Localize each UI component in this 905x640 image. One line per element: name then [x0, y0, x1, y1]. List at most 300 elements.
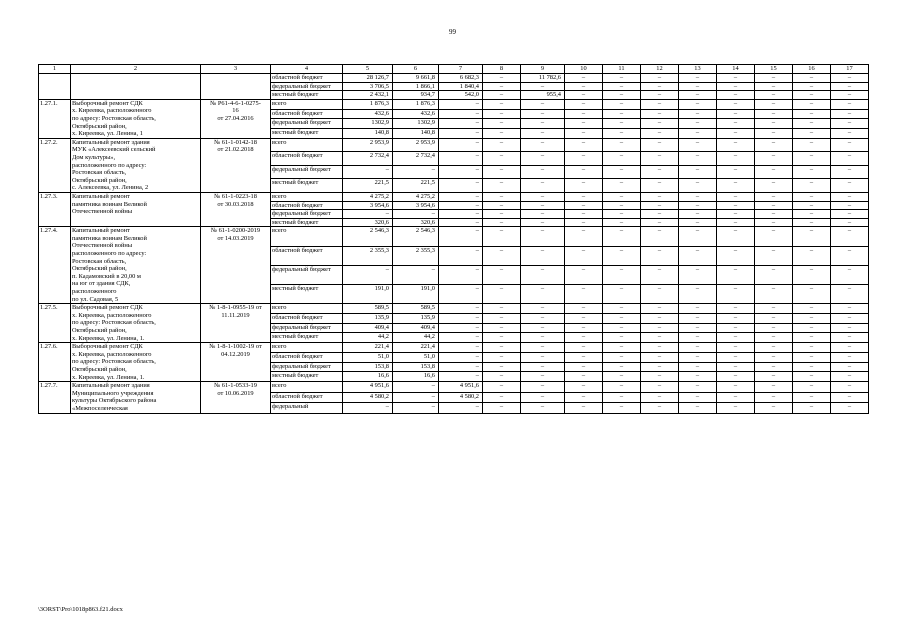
cell-col8: – — [483, 362, 521, 372]
cell-col17: – — [831, 343, 869, 353]
cell-col12: – — [641, 313, 679, 323]
cell-col9: – — [521, 109, 565, 119]
cell-col15: – — [755, 165, 793, 179]
cell-col12: – — [641, 246, 679, 265]
cell-col9: – — [521, 192, 565, 201]
cell-col14: – — [717, 333, 755, 343]
cell-col15: – — [755, 313, 793, 323]
cell-col5: 3 954,6 — [343, 201, 393, 210]
cell-col7: – — [439, 304, 483, 314]
cell-col17: – — [831, 201, 869, 210]
cell-col16: – — [793, 343, 831, 353]
budget-label: федеральный бюджет — [271, 119, 343, 129]
item-document: № 61-1-0223-18 от 30.03.2018 — [201, 192, 271, 226]
cell-col8: – — [483, 119, 521, 129]
item-number: 1.27.2. — [39, 138, 71, 192]
cell-col16: – — [793, 284, 831, 303]
cell-col11: – — [603, 333, 641, 343]
cell-col6: 9 661,8 — [393, 74, 439, 83]
cell-col11: – — [603, 382, 641, 392]
cell-col12: – — [641, 74, 679, 83]
cell-col6: 191,0 — [393, 284, 439, 303]
cell-col17: – — [831, 138, 869, 152]
cell-col11: – — [603, 128, 641, 138]
cell-col10: – — [565, 403, 603, 413]
cell-col11: – — [603, 165, 641, 179]
budget-label: местный бюджет — [271, 128, 343, 138]
cell-col14: – — [717, 392, 755, 402]
cell-col8: – — [483, 284, 521, 303]
item-name: Выборочный ремонт СДК х. Киреевка, расположенного по адресу: Ростовская область, Октябрьский район, х. Киреевка, ул. Ленина, 1. — [71, 343, 201, 382]
cell-col7: – — [439, 323, 483, 333]
column-header-5: 5 — [343, 65, 393, 74]
cell-col15: – — [755, 109, 793, 119]
table-row — [39, 138, 869, 152]
cell-col10: – — [565, 210, 603, 219]
cell-col8: – — [483, 74, 521, 83]
cell-col13: – — [679, 218, 717, 227]
cell-col12: – — [641, 165, 679, 179]
cell-col13: – — [679, 343, 717, 353]
cell-col10: – — [565, 284, 603, 303]
cell-col17: – — [831, 362, 869, 372]
cell-col16: – — [793, 372, 831, 382]
cell-col17: – — [831, 179, 869, 193]
cell-col15: – — [755, 343, 793, 353]
cell-col16: – — [793, 74, 831, 83]
cell-col8: – — [483, 304, 521, 314]
cell-col15: – — [755, 323, 793, 333]
cell-col5: 221,4 — [343, 343, 393, 353]
cell-col12: – — [641, 152, 679, 166]
cell-col10: – — [565, 352, 603, 362]
cell-col12: – — [641, 210, 679, 219]
cell-col8: – — [483, 99, 521, 109]
cell-col10: – — [565, 152, 603, 166]
cell-col12: – — [641, 218, 679, 227]
cell-col15: – — [755, 265, 793, 284]
cell-col16: – — [793, 109, 831, 119]
cell-col14: – — [717, 119, 755, 129]
cell-col16: – — [793, 382, 831, 392]
cell-col11: – — [603, 323, 641, 333]
cell-col5: 589,5 — [343, 304, 393, 314]
table-row — [39, 192, 869, 201]
cell-col1 — [39, 74, 71, 100]
cell-col13: – — [679, 372, 717, 382]
cell-col5: 4 580,2 — [343, 392, 393, 402]
cell-col14: – — [717, 99, 755, 109]
cell-col10: – — [565, 99, 603, 109]
cell-col13: – — [679, 362, 717, 372]
cell-col11: – — [603, 372, 641, 382]
cell-col9: – — [521, 323, 565, 333]
column-header-13: 13 — [679, 65, 717, 74]
cell-col14: – — [717, 304, 755, 314]
budget-label: всего — [271, 343, 343, 353]
cell-col17: – — [831, 74, 869, 83]
cell-col2 — [71, 74, 201, 100]
cell-col15: – — [755, 304, 793, 314]
cell-col13: – — [679, 91, 717, 100]
cell-col9: – — [521, 128, 565, 138]
cell-col6: 934,7 — [393, 91, 439, 100]
cell-col12: – — [641, 392, 679, 402]
page-number: 99 — [449, 28, 456, 36]
cell-col17: – — [831, 165, 869, 179]
cell-col10: – — [565, 382, 603, 392]
cell-col10: – — [565, 192, 603, 201]
cell-col10: – — [565, 392, 603, 402]
cell-col5: 51,0 — [343, 352, 393, 362]
cell-col12: – — [641, 128, 679, 138]
cell-col13: – — [679, 138, 717, 152]
cell-col8: – — [483, 82, 521, 91]
cell-col6: 320,6 — [393, 218, 439, 227]
cell-col16: – — [793, 227, 831, 246]
cell-col11: – — [603, 91, 641, 100]
cell-col15: – — [755, 138, 793, 152]
item-number: 1.27.7. — [39, 382, 71, 413]
cell-col11: – — [603, 246, 641, 265]
cell-col13: – — [679, 201, 717, 210]
cell-col11: – — [603, 109, 641, 119]
column-header-4: 4 — [271, 65, 343, 74]
cell-col10: – — [565, 362, 603, 372]
cell-col10: – — [565, 82, 603, 91]
cell-col9: – — [521, 265, 565, 284]
cell-col12: – — [641, 304, 679, 314]
cell-col8: – — [483, 246, 521, 265]
cell-col10: – — [565, 138, 603, 152]
cell-col14: – — [717, 128, 755, 138]
cell-col6: 1 876,3 — [393, 99, 439, 109]
budget-label: областной бюджет — [271, 352, 343, 362]
cell-col5: 44,2 — [343, 333, 393, 343]
cell-col6: 2 953,9 — [393, 138, 439, 152]
cell-col13: – — [679, 128, 717, 138]
cell-col11: – — [603, 82, 641, 91]
cell-col11: – — [603, 152, 641, 166]
cell-col11: – — [603, 227, 641, 246]
cell-col5: 3 706,5 — [343, 82, 393, 91]
cell-col12: – — [641, 99, 679, 109]
cell-col14: – — [717, 313, 755, 323]
cell-col13: – — [679, 165, 717, 179]
cell-col9: – — [521, 165, 565, 179]
cell-col13: – — [679, 352, 717, 362]
table-row — [39, 227, 869, 246]
cell-col11: – — [603, 313, 641, 323]
cell-col7: – — [439, 313, 483, 323]
cell-col8: – — [483, 201, 521, 210]
cell-col9: 955,4 — [521, 91, 565, 100]
cell-col9: – — [521, 392, 565, 402]
cell-col6: 2 546,3 — [393, 227, 439, 246]
budget-label: местный бюджет — [271, 284, 343, 303]
cell-col13: – — [679, 119, 717, 129]
cell-col12: – — [641, 362, 679, 372]
cell-col13: – — [679, 313, 717, 323]
cell-col9: 11 782,6 — [521, 74, 565, 83]
cell-col10: – — [565, 246, 603, 265]
cell-col16: – — [793, 138, 831, 152]
cell-col9: – — [521, 362, 565, 372]
cell-col6: 16,6 — [393, 372, 439, 382]
cell-col6: 44,2 — [393, 333, 439, 343]
cell-col5: 1 876,3 — [343, 99, 393, 109]
budget-label: областной бюджет — [271, 201, 343, 210]
cell-col13: – — [679, 227, 717, 246]
cell-col12: – — [641, 403, 679, 413]
cell-col15: – — [755, 246, 793, 265]
cell-col5: 2 432,1 — [343, 91, 393, 100]
item-name: Капитальный ремонт памятника воинам Великой Отечественной войны — [71, 192, 201, 226]
cell-col14: – — [717, 265, 755, 284]
cell-col17: – — [831, 91, 869, 100]
cell-col7: – — [439, 119, 483, 129]
cell-col7: 4 580,2 — [439, 392, 483, 402]
cell-col16: – — [793, 179, 831, 193]
cell-col9: – — [521, 218, 565, 227]
item-number: 1.27.3. — [39, 192, 71, 226]
column-header-8: 8 — [483, 65, 521, 74]
budget-label: местный бюджет — [271, 333, 343, 343]
cell-col7: – — [439, 165, 483, 179]
cell-col17: – — [831, 333, 869, 343]
cell-col5: – — [343, 210, 393, 219]
cell-col15: – — [755, 284, 793, 303]
item-name: Капитальный ремонт памятника воинам Великой Отечественной войны расположенного по адресу: Ростовская область, Октябрьский район, п. Кадамовский в 20,00 м на юг от здания СДК, расположенного по ул. Садовая, 5 — [71, 227, 201, 304]
cell-col14: – — [717, 218, 755, 227]
budget-label: федеральный бюджет — [271, 323, 343, 333]
cell-col8: – — [483, 218, 521, 227]
column-header-12: 12 — [641, 65, 679, 74]
cell-col15: – — [755, 382, 793, 392]
cell-col8: – — [483, 352, 521, 362]
budget-label: федеральный бюджет — [271, 362, 343, 372]
budget-label: областной бюджет — [271, 313, 343, 323]
budget-label: областной бюджет — [271, 152, 343, 166]
cell-col6: – — [393, 403, 439, 413]
cell-col6: 3 954,6 — [393, 201, 439, 210]
cell-col6: 221,5 — [393, 179, 439, 193]
cell-col12: – — [641, 91, 679, 100]
cell-col6: 2 732,4 — [393, 152, 439, 166]
cell-col6: 51,0 — [393, 352, 439, 362]
cell-col5: 432,6 — [343, 109, 393, 119]
budget-label: федеральный бюджет — [271, 165, 343, 179]
cell-col17: – — [831, 218, 869, 227]
cell-col15: – — [755, 210, 793, 219]
cell-col6: 221,4 — [393, 343, 439, 353]
cell-col9: – — [521, 372, 565, 382]
cell-col7: – — [439, 128, 483, 138]
cell-col16: – — [793, 119, 831, 129]
cell-col5: 2 953,9 — [343, 138, 393, 152]
cell-col8: – — [483, 403, 521, 413]
cell-col15: – — [755, 403, 793, 413]
cell-col16: – — [793, 265, 831, 284]
cell-col13: – — [679, 99, 717, 109]
cell-col5: 1302,9 — [343, 119, 393, 129]
cell-col7: – — [439, 403, 483, 413]
cell-col16: – — [793, 82, 831, 91]
cell-col7: 6 682,3 — [439, 74, 483, 83]
cell-col17: – — [831, 152, 869, 166]
cell-col8: – — [483, 109, 521, 119]
budget-label: федеральный бюджет — [271, 82, 343, 91]
cell-col12: – — [641, 343, 679, 353]
cell-col8: – — [483, 323, 521, 333]
cell-col7: – — [439, 210, 483, 219]
cell-col6: 2 355,3 — [393, 246, 439, 265]
cell-col11: – — [603, 210, 641, 219]
cell-col6: 589,5 — [393, 304, 439, 314]
cell-col10: – — [565, 304, 603, 314]
cell-col15: – — [755, 179, 793, 193]
cell-col11: – — [603, 343, 641, 353]
cell-col9: – — [521, 313, 565, 323]
cell-col6: – — [393, 165, 439, 179]
cell-col17: – — [831, 352, 869, 362]
cell-col9: – — [521, 119, 565, 129]
cell-col11: – — [603, 265, 641, 284]
cell-col7: – — [439, 201, 483, 210]
budget-label: областной бюджет — [271, 392, 343, 402]
cell-col6: 1 866,1 — [393, 82, 439, 91]
cell-col12: – — [641, 179, 679, 193]
cell-col11: – — [603, 74, 641, 83]
cell-col10: – — [565, 265, 603, 284]
cell-col14: – — [717, 82, 755, 91]
column-header-16: 16 — [793, 65, 831, 74]
cell-col10: – — [565, 201, 603, 210]
cell-col5: 320,6 — [343, 218, 393, 227]
cell-col17: – — [831, 372, 869, 382]
cell-col11: – — [603, 99, 641, 109]
cell-col16: – — [793, 152, 831, 166]
cell-col16: – — [793, 218, 831, 227]
cell-col5: 409,4 — [343, 323, 393, 333]
column-header-1: 1 — [39, 65, 71, 74]
cell-col8: – — [483, 192, 521, 201]
budget-label: местный бюджет — [271, 91, 343, 100]
cell-col13: – — [679, 246, 717, 265]
cell-col13: – — [679, 403, 717, 413]
table-row — [39, 382, 869, 392]
cell-col8: – — [483, 128, 521, 138]
cell-col9: – — [521, 152, 565, 166]
cell-col15: – — [755, 392, 793, 402]
cell-col10: – — [565, 343, 603, 353]
budget-label: областной бюджет — [271, 109, 343, 119]
cell-col13: – — [679, 109, 717, 119]
cell-col7: – — [439, 227, 483, 246]
cell-col16: – — [793, 304, 831, 314]
cell-col17: – — [831, 210, 869, 219]
cell-col7: – — [439, 218, 483, 227]
cell-col7: – — [439, 362, 483, 372]
cell-col10: – — [565, 333, 603, 343]
item-document: № 61-1-0200-2019 от 14.03.2019 — [201, 227, 271, 304]
cell-col16: – — [793, 91, 831, 100]
cell-col14: – — [717, 284, 755, 303]
cell-col15: – — [755, 201, 793, 210]
cell-col7: – — [439, 179, 483, 193]
cell-col6: – — [393, 382, 439, 392]
cell-col6: – — [393, 210, 439, 219]
cell-col11: – — [603, 201, 641, 210]
cell-col16: – — [793, 352, 831, 362]
cell-col9: – — [521, 227, 565, 246]
cell-col17: – — [831, 128, 869, 138]
cell-col7: – — [439, 99, 483, 109]
cell-col12: – — [641, 138, 679, 152]
cell-col5: 135,9 — [343, 313, 393, 323]
cell-col12: – — [641, 119, 679, 129]
cell-col15: – — [755, 352, 793, 362]
cell-col9: – — [521, 382, 565, 392]
cell-col11: – — [603, 403, 641, 413]
cell-col10: – — [565, 91, 603, 100]
cell-col14: – — [717, 201, 755, 210]
cell-col11: – — [603, 352, 641, 362]
cell-col17: – — [831, 99, 869, 109]
item-number: 1.27.6. — [39, 343, 71, 382]
cell-col8: – — [483, 392, 521, 402]
cell-col12: – — [641, 323, 679, 333]
budget-label: всего — [271, 138, 343, 152]
table-row — [39, 74, 869, 83]
column-header-3: 3 — [201, 65, 271, 74]
cell-col5: 2 546,3 — [343, 227, 393, 246]
cell-col10: – — [565, 323, 603, 333]
item-number: 1.27.5. — [39, 304, 71, 343]
cell-col15: – — [755, 362, 793, 372]
cell-col8: – — [483, 265, 521, 284]
budget-label: всего — [271, 382, 343, 392]
cell-col16: – — [793, 99, 831, 109]
cell-col14: – — [717, 323, 755, 333]
item-number: 1.27.4. — [39, 227, 71, 304]
cell-col10: – — [565, 165, 603, 179]
cell-col11: – — [603, 362, 641, 372]
cell-col7: 542,0 — [439, 91, 483, 100]
cell-col6: 140,8 — [393, 128, 439, 138]
column-header-6: 6 — [393, 65, 439, 74]
cell-col5: 191,0 — [343, 284, 393, 303]
cell-col8: – — [483, 138, 521, 152]
cell-col7: – — [439, 352, 483, 362]
item-name: Капитальный ремонт здания МУК «Алексеевский сельский Дом культуры», расположенного по адресу: Ростовская область, Октябрьский район, с. Алексеевка, ул. Ленина, 2 — [71, 138, 201, 192]
column-header-7: 7 — [439, 65, 483, 74]
cell-col12: – — [641, 227, 679, 246]
cell-col16: – — [793, 246, 831, 265]
table-body — [39, 74, 869, 414]
cell-col9: – — [521, 138, 565, 152]
cell-col6: – — [393, 265, 439, 284]
item-number: 1.27.1. — [39, 99, 71, 138]
cell-col9: – — [521, 304, 565, 314]
cell-col17: – — [831, 403, 869, 413]
cell-col11: – — [603, 179, 641, 193]
cell-col14: – — [717, 152, 755, 166]
cell-col9: – — [521, 210, 565, 219]
cell-col15: – — [755, 192, 793, 201]
cell-col17: – — [831, 265, 869, 284]
cell-col15: – — [755, 91, 793, 100]
